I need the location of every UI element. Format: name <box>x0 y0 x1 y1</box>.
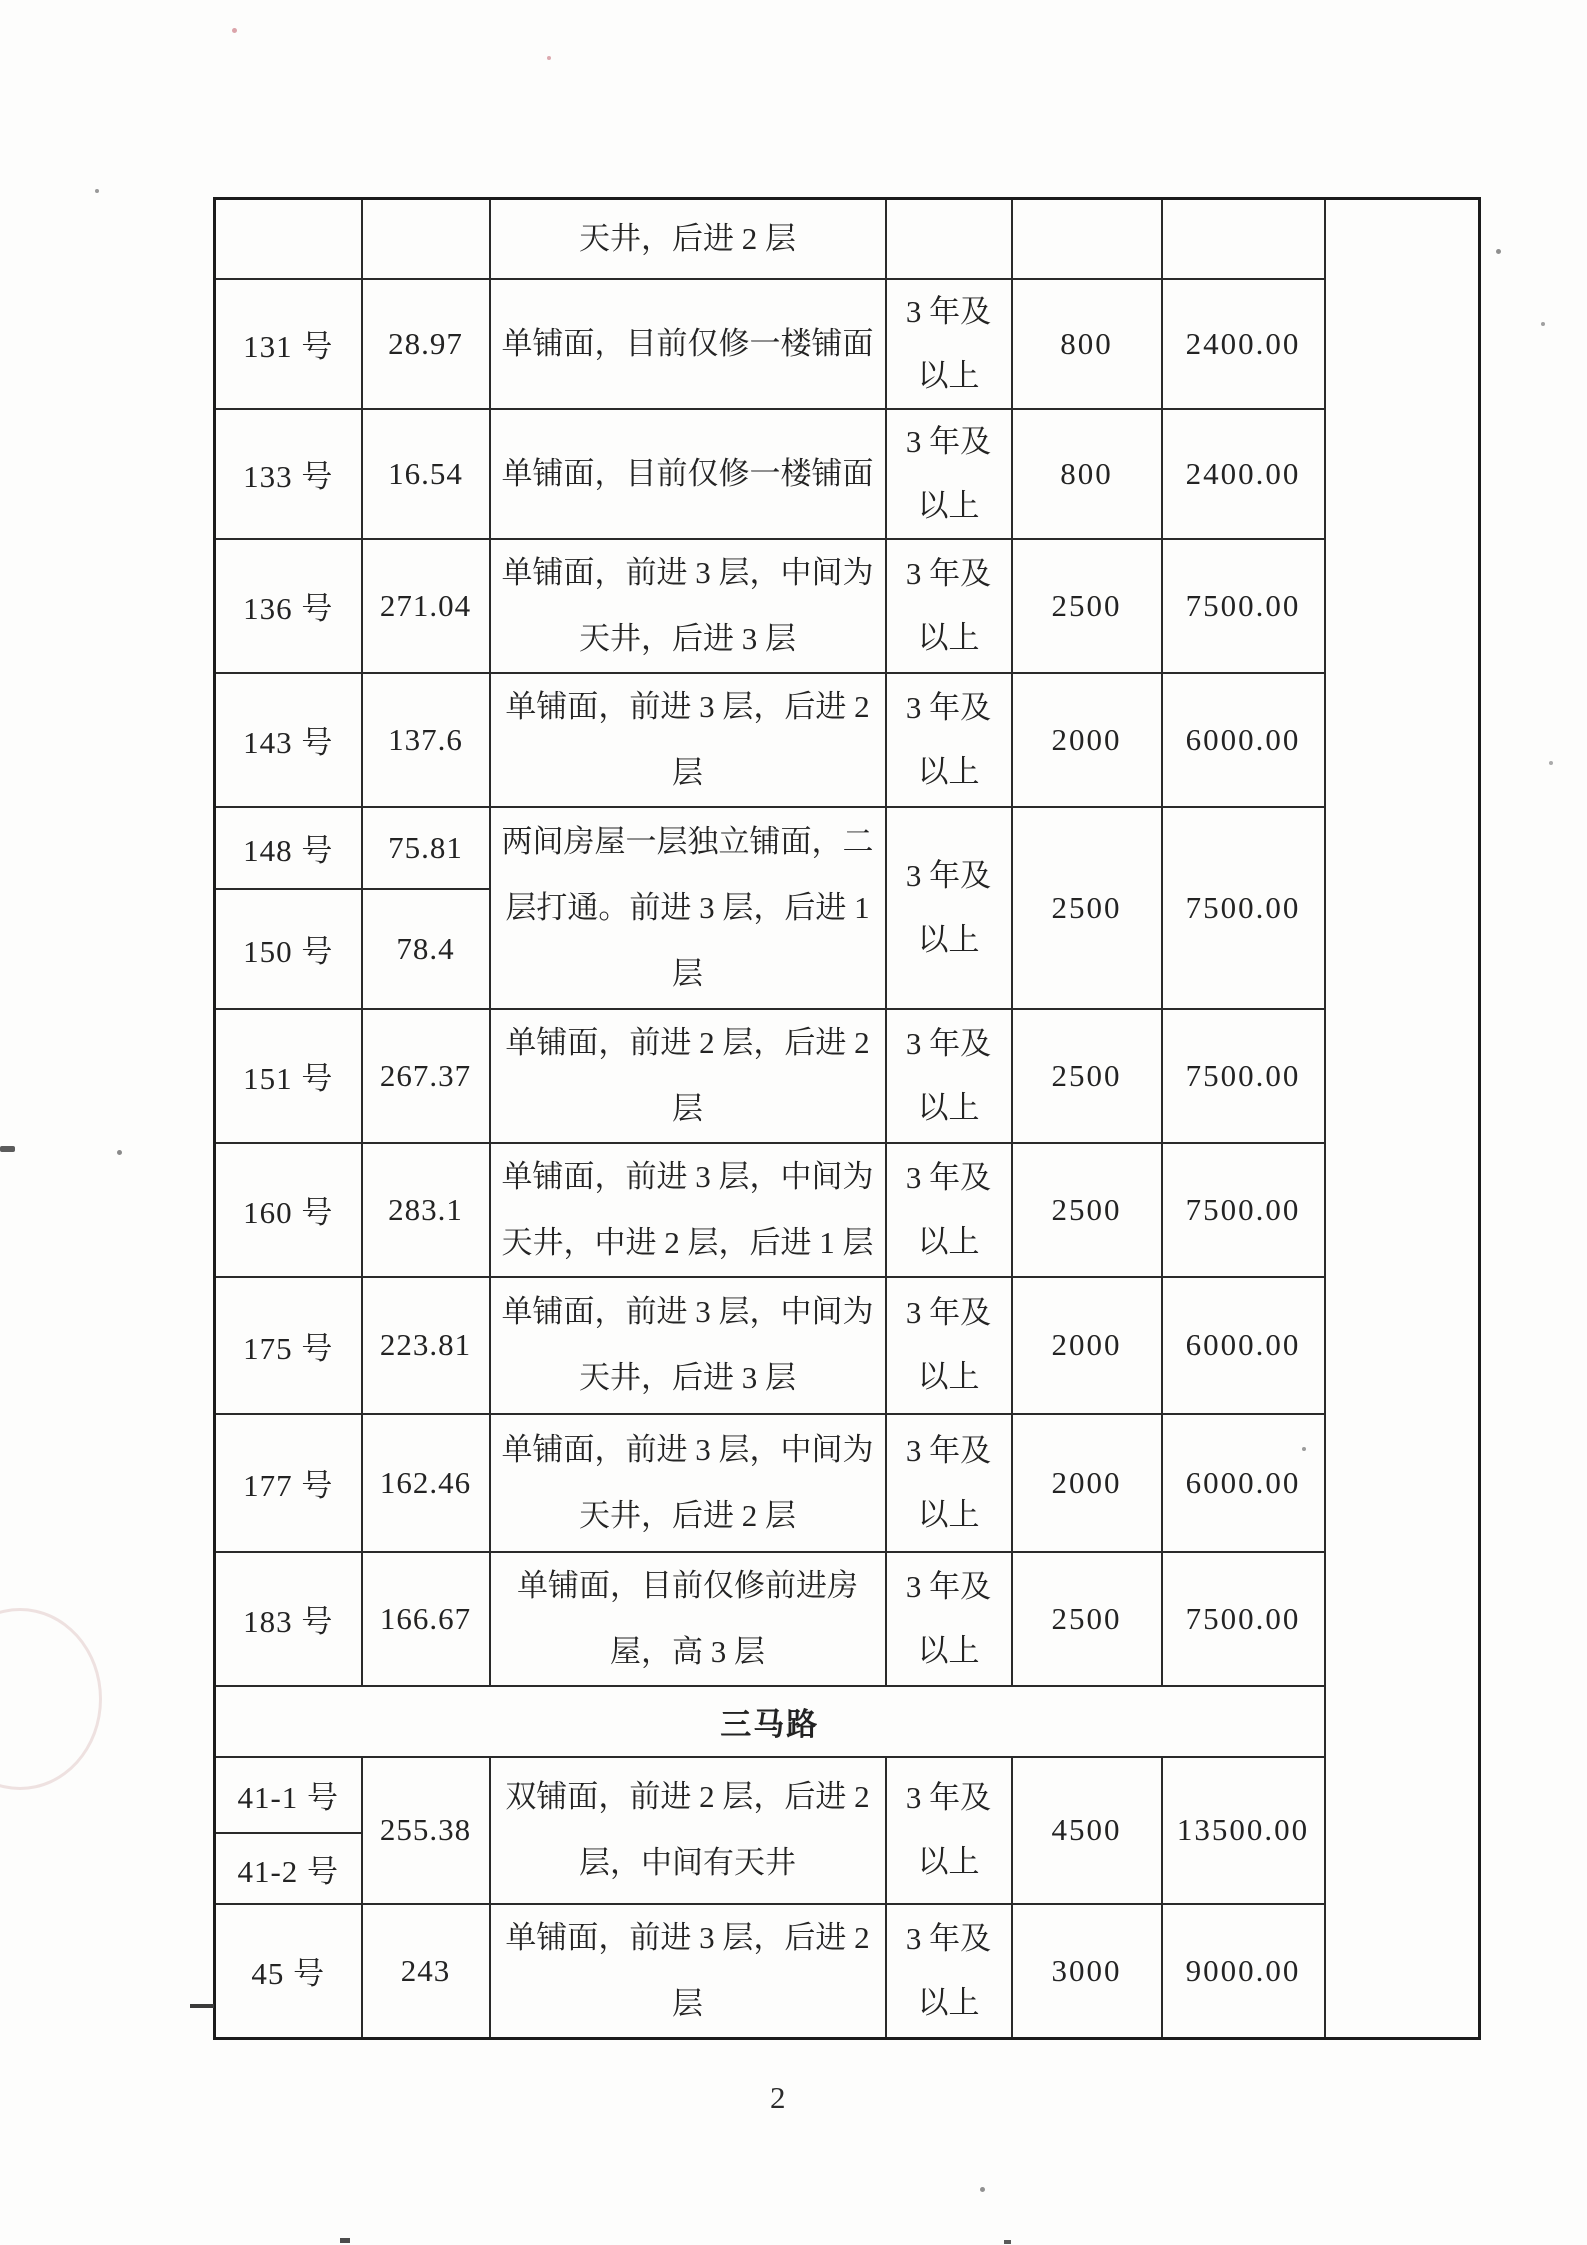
cell-area: 243 <box>362 1904 490 2039</box>
description-line: 单铺面，目前仅修一楼铺面 <box>501 455 874 491</box>
cell-number: 131 号 <box>215 279 362 409</box>
term-line: 3 年及 <box>905 423 992 459</box>
cell-monthly-rent: 800 <box>1012 279 1162 409</box>
cell-total-rent: 6000.00 <box>1162 673 1325 807</box>
cell-total-rent: 7500.00 <box>1162 1009 1325 1143</box>
term-line: 3 年及 <box>905 1295 992 1330</box>
table-row <box>215 1757 1480 1833</box>
description-line: 天井，后进 3 层 <box>579 620 796 656</box>
cell-number: 151 号 <box>215 1009 362 1143</box>
table-row <box>215 807 1480 889</box>
description-line: 天井，后进 2 层 <box>579 1497 796 1533</box>
scan-speck <box>117 1150 122 1155</box>
term-line: 以上 <box>917 1089 980 1125</box>
cell-description <box>490 1904 886 2039</box>
term-line: 3 年及 <box>905 689 992 725</box>
cell-total-rent: 7500.00 <box>1162 1552 1325 1686</box>
cell-area: 137.6 <box>362 673 490 807</box>
cell-description <box>490 1009 886 1143</box>
cell-area: 162.46 <box>362 1414 490 1552</box>
term-line: 以上 <box>917 619 980 655</box>
cell-term <box>886 279 1012 409</box>
description-line: 天井，后进 3 层 <box>579 1360 796 1395</box>
cell-description <box>490 409 886 539</box>
cell-term <box>886 1904 1012 2039</box>
scan-edge-mark <box>0 1146 15 1152</box>
table-row <box>215 1009 1480 1143</box>
cell-area: 166.67 <box>362 1552 490 1686</box>
cell-description <box>490 1277 886 1414</box>
cell-description <box>490 1757 886 1904</box>
scan-speck <box>95 189 99 193</box>
cell-number: 45 号 <box>215 1904 362 2039</box>
cell-area: 255.38 <box>362 1757 490 1904</box>
cell-number: 160 号 <box>215 1143 362 1277</box>
description-line: 层，中间有天井 <box>579 1845 796 1880</box>
description-line: 单铺面，前进 3 层，中间为 <box>501 1294 874 1329</box>
cell-monthly-rent: 3000 <box>1012 1904 1162 2039</box>
cell-area: 16.54 <box>362 409 490 539</box>
description-line: 双铺面，前进 2 层，后进 2 <box>505 1779 870 1814</box>
cell-term <box>886 1143 1012 1277</box>
term-line: 以上 <box>917 357 980 393</box>
description-line: 单铺面，前进 2 层，后进 2 <box>505 1024 870 1060</box>
cell-total-rent: 2400.00 <box>1162 279 1325 409</box>
cell-number: 143 号 <box>215 673 362 807</box>
cell-total-rent: 7500.00 <box>1162 539 1325 673</box>
rental-price-table <box>213 197 1481 2040</box>
cell-area <box>362 199 490 279</box>
term-line: 以上 <box>917 1984 980 2020</box>
scan-corner-tick <box>190 2004 214 2008</box>
table-row <box>215 1277 1480 1414</box>
description-line: 单铺面，前进 3 层，中间为 <box>501 1158 874 1194</box>
cell-area: 283.1 <box>362 1143 490 1277</box>
cell-description <box>490 673 886 807</box>
scan-speck <box>340 2238 350 2243</box>
description-line: 天井，后进 2 层 <box>579 220 796 256</box>
description-line: 层 <box>672 1090 703 1126</box>
scan-speck <box>232 28 237 33</box>
cell-number: 133 号 <box>215 409 362 539</box>
cell-total-rent: 6000.00 <box>1162 1414 1325 1552</box>
description-line: 层 <box>672 955 703 991</box>
cell-description <box>490 1143 886 1277</box>
section-header: 三马路 <box>215 1686 1325 1757</box>
term-line: 以上 <box>917 1632 980 1668</box>
cell-description <box>490 279 886 409</box>
table-row <box>215 1414 1480 1552</box>
description-line: 单铺面，前进 3 层，后进 2 <box>505 1919 870 1955</box>
description-line: 单铺面，前进 3 层，中间为 <box>501 554 874 590</box>
term-line: 3 年及 <box>905 1568 992 1604</box>
term-line: 以上 <box>917 753 980 789</box>
cell-monthly-rent <box>1012 199 1162 279</box>
cell-number: 136 号 <box>215 539 362 673</box>
cell-term <box>886 673 1012 807</box>
cell-number: 175 号 <box>215 1277 362 1414</box>
description-line: 单铺面，目前仅修前进房 <box>517 1567 858 1603</box>
term-line: 3 年及 <box>905 857 992 893</box>
table-row-section <box>215 1686 1480 1757</box>
cell-monthly-rent: 2000 <box>1012 673 1162 807</box>
table-row <box>215 409 1480 539</box>
cell-area: 223.81 <box>362 1277 490 1414</box>
cell-description <box>490 199 886 279</box>
cell-term <box>886 1552 1012 1686</box>
table-row <box>215 673 1480 807</box>
cell-term <box>886 199 1012 279</box>
cell-description <box>490 539 886 673</box>
cell-total-rent: 2400.00 <box>1162 409 1325 539</box>
cell-number: 183 号 <box>215 1552 362 1686</box>
term-line: 3 年及 <box>905 1025 992 1061</box>
table-row <box>215 1552 1480 1686</box>
description-line: 单铺面，前进 3 层，后进 2 <box>505 688 870 724</box>
cell-term <box>886 1009 1012 1143</box>
cell-total-rent: 13500.00 <box>1162 1757 1325 1904</box>
term-line: 3 年及 <box>905 1920 992 1956</box>
cell-term <box>886 409 1012 539</box>
cell-total-rent: 6000.00 <box>1162 1277 1325 1414</box>
table-row <box>215 1143 1480 1277</box>
term-line: 3 年及 <box>905 1159 992 1195</box>
term-line: 以上 <box>917 487 980 523</box>
cell-term <box>886 539 1012 673</box>
cell-number: 41-1 号 <box>215 1757 362 1833</box>
scan-speck <box>1004 2240 1011 2244</box>
cell-term <box>886 807 1012 1009</box>
cell-area: 78.4 <box>362 889 490 1009</box>
description-line: 两间房屋一层独立铺面，二 <box>501 823 874 859</box>
cell-monthly-rent: 2000 <box>1012 1414 1162 1552</box>
term-line: 以上 <box>917 1359 980 1394</box>
cell-term <box>886 1757 1012 1904</box>
description-line: 天井，中进 2 层，后进 1 层 <box>501 1224 874 1260</box>
cell-monthly-rent: 2000 <box>1012 1277 1162 1414</box>
description-line: 单铺面，目前仅修一楼铺面 <box>501 325 874 361</box>
term-line: 3 年及 <box>905 1780 992 1815</box>
faint-stamp-mark <box>0 1608 102 1790</box>
cell-number: 148 号 <box>215 807 362 889</box>
cell-remarks-column <box>1325 199 1480 2039</box>
term-line: 3 年及 <box>905 293 992 329</box>
cell-number: 177 号 <box>215 1414 362 1552</box>
cell-description <box>490 807 886 1009</box>
table-row <box>215 1904 1480 2039</box>
description-line: 层 <box>672 1985 703 2021</box>
scan-speck <box>1496 249 1501 254</box>
cell-monthly-rent: 2500 <box>1012 539 1162 673</box>
cell-number <box>215 199 362 279</box>
cell-area: 271.04 <box>362 539 490 673</box>
cell-monthly-rent: 2500 <box>1012 807 1162 1009</box>
scan-speck <box>1302 1447 1306 1451</box>
page-number: 2 <box>770 2080 786 2115</box>
cell-monthly-rent: 800 <box>1012 409 1162 539</box>
term-line: 以上 <box>917 1496 980 1532</box>
cell-total-rent <box>1162 199 1325 279</box>
term-line: 3 年及 <box>905 1432 992 1468</box>
scan-speck <box>547 56 551 60</box>
term-line: 以上 <box>917 921 980 957</box>
term-line: 以上 <box>917 1223 980 1259</box>
cell-total-rent: 7500.00 <box>1162 1143 1325 1277</box>
table-row-continuation <box>215 199 1480 279</box>
cell-area: 75.81 <box>362 807 490 889</box>
cell-term <box>886 1277 1012 1414</box>
description-line: 层 <box>672 754 703 790</box>
table-row <box>215 539 1480 673</box>
scan-speck <box>980 2187 985 2192</box>
cell-area: 267.37 <box>362 1009 490 1143</box>
cell-monthly-rent: 2500 <box>1012 1552 1162 1686</box>
description-line: 单铺面，前进 3 层，中间为 <box>501 1431 874 1467</box>
table-row <box>215 279 1480 409</box>
cell-description <box>490 1552 886 1686</box>
cell-monthly-rent: 4500 <box>1012 1757 1162 1904</box>
cell-monthly-rent: 2500 <box>1012 1009 1162 1143</box>
description-line: 层打通。前进 3 层，后进 1 <box>505 889 870 925</box>
scan-speck <box>1549 761 1553 765</box>
cell-total-rent: 9000.00 <box>1162 1904 1325 2039</box>
cell-number: 41-2 号 <box>215 1833 362 1904</box>
description-line: 屋，高 3 层 <box>610 1633 765 1669</box>
term-line: 以上 <box>917 1844 980 1879</box>
cell-number: 150 号 <box>215 889 362 1009</box>
cell-description <box>490 1414 886 1552</box>
scan-speck <box>1541 322 1545 326</box>
term-line: 3 年及 <box>905 555 992 591</box>
cell-total-rent: 7500.00 <box>1162 807 1325 1009</box>
cell-term <box>886 1414 1012 1552</box>
cell-area: 28.97 <box>362 279 490 409</box>
cell-monthly-rent: 2500 <box>1012 1143 1162 1277</box>
